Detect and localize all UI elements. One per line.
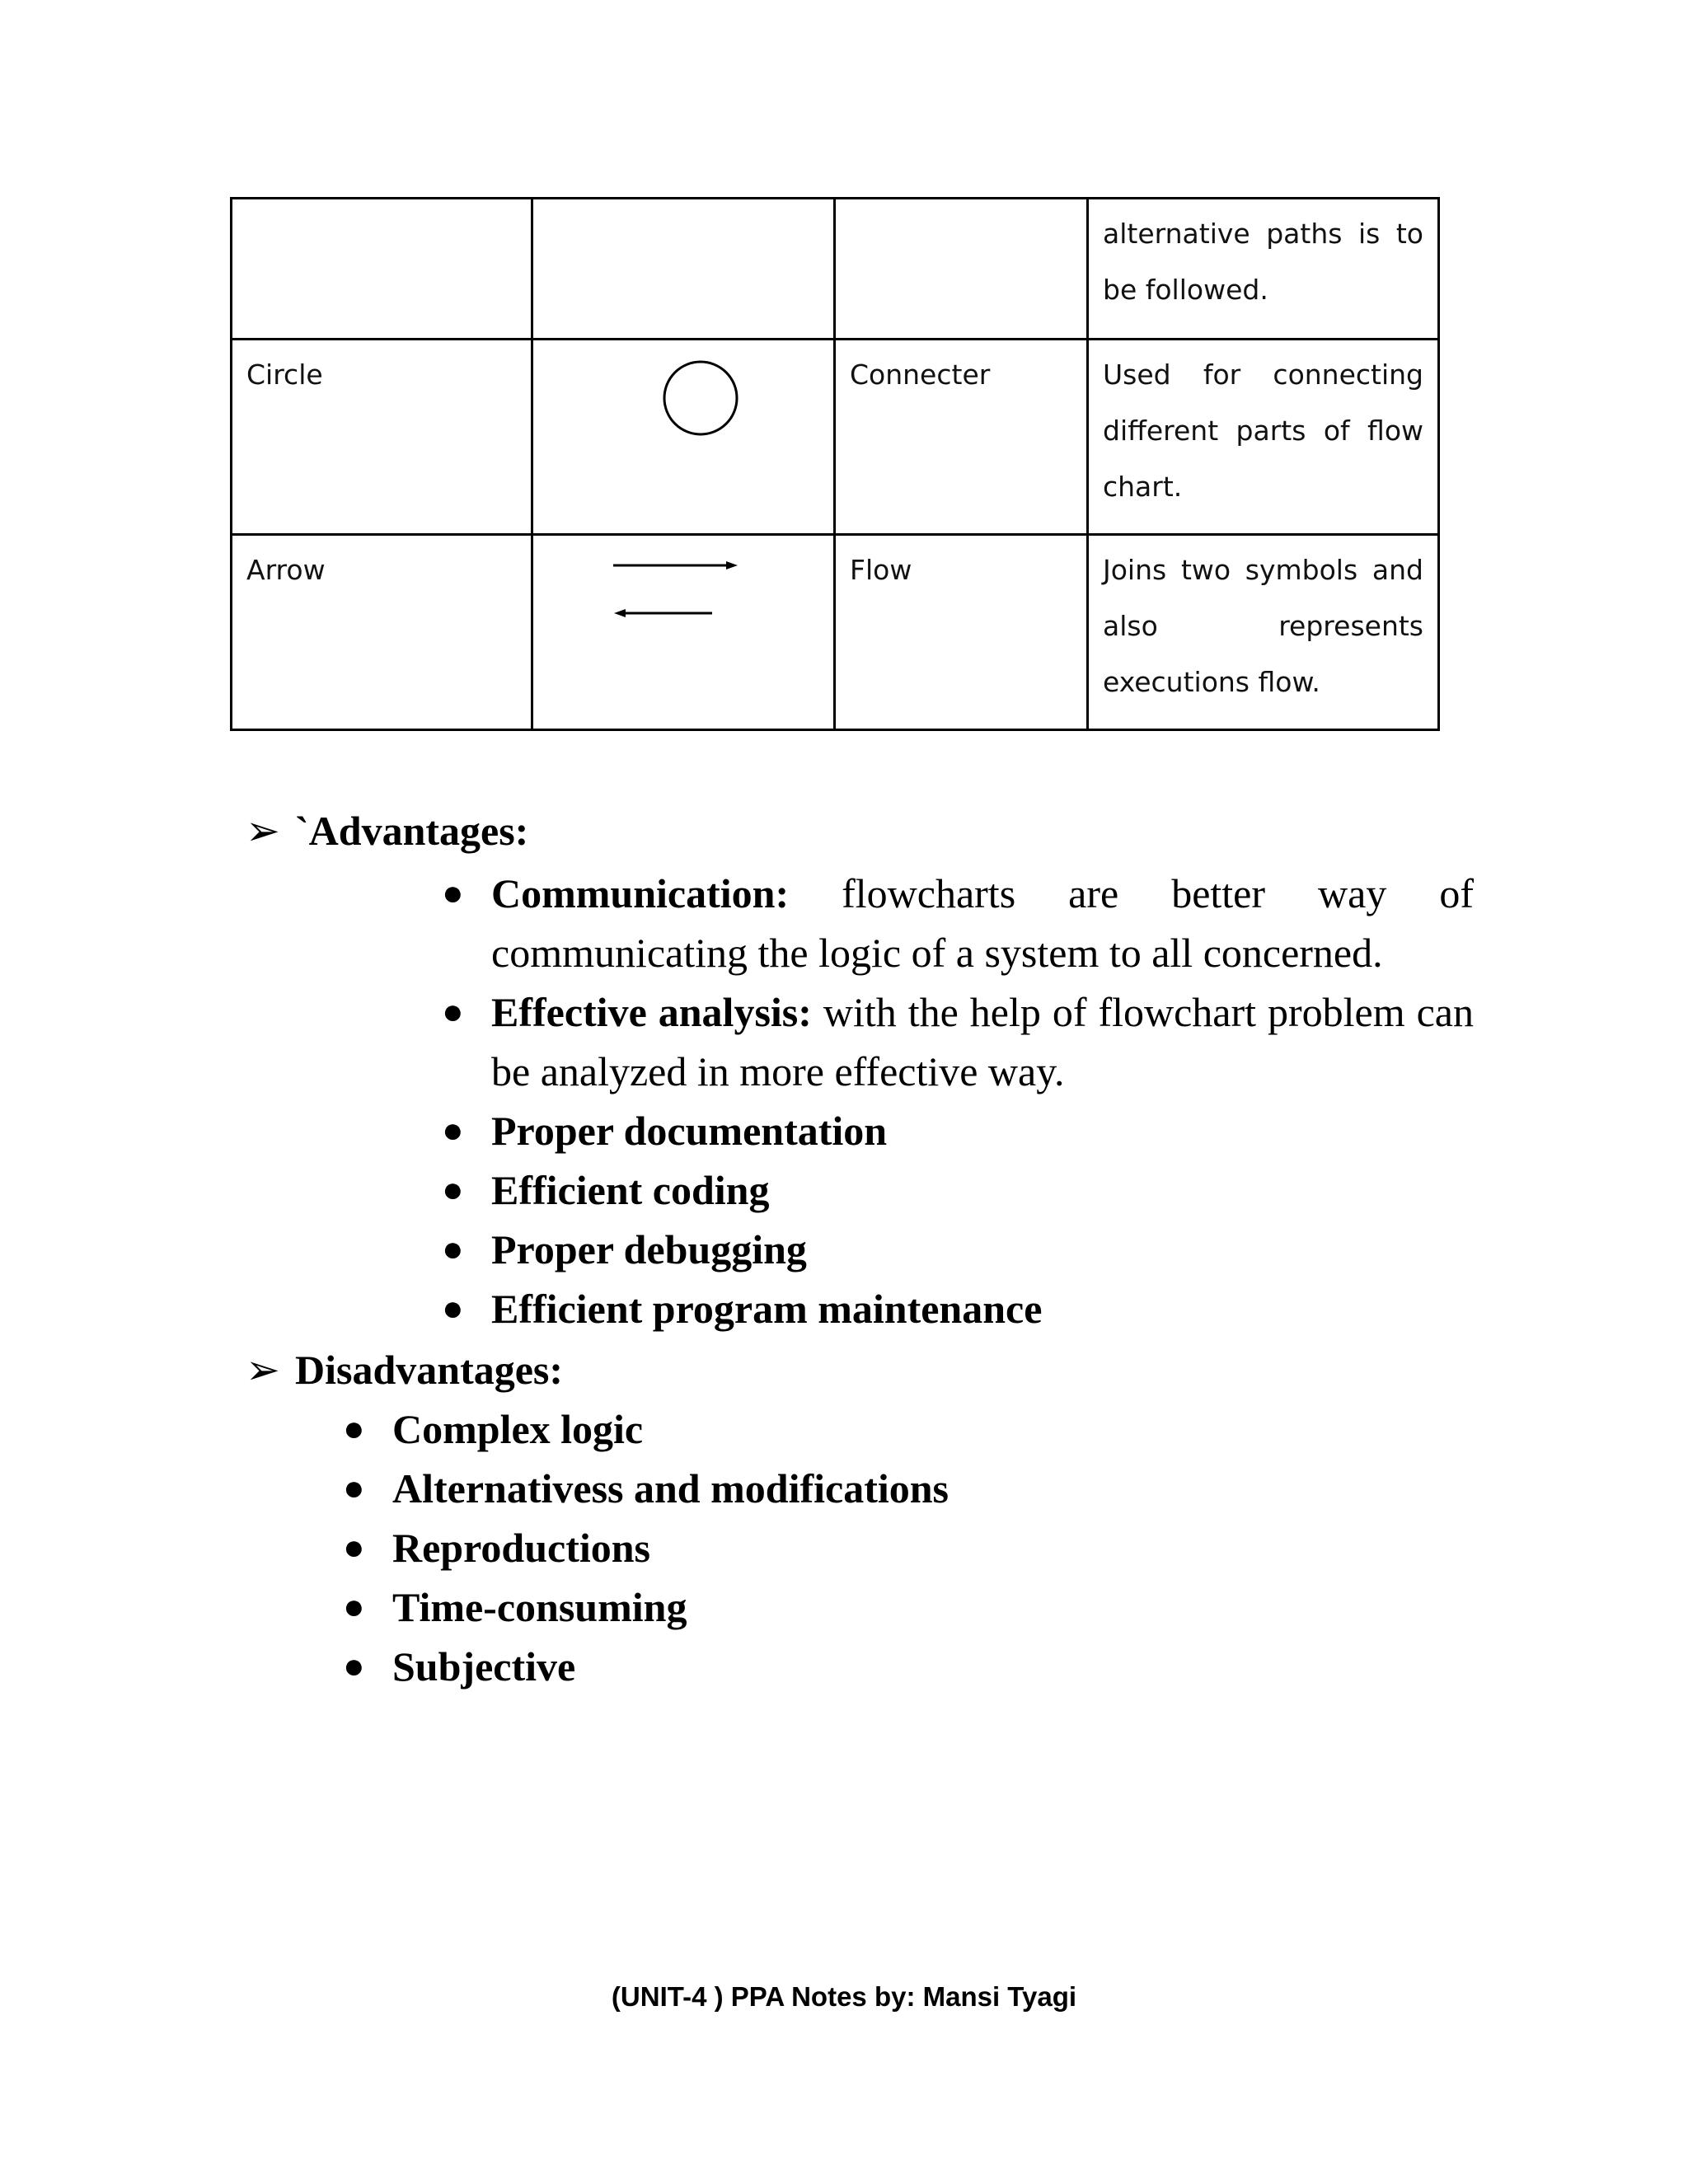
- disadvantages-heading: [246, 1345, 563, 1394]
- symbol-description-cell: Used for connecting different parts of flow chart.: [1088, 340, 1439, 535]
- list-item: [442, 864, 1474, 982]
- list-item-term: Time-consuming: [392, 1584, 687, 1630]
- list-item: [343, 1518, 1423, 1577]
- list-item: [343, 1637, 1423, 1696]
- symbol-name-cell: Circle: [232, 340, 532, 535]
- bullet-icon: ●: [442, 1229, 464, 1269]
- circle-icon: [533, 340, 836, 533]
- list-item-term: Effective analysis:: [491, 989, 812, 1035]
- bullet-icon: ●: [343, 1586, 365, 1627]
- list-item: [343, 1399, 1423, 1459]
- symbol-cell: [532, 535, 835, 730]
- list-item-text: flowcharts are better way of communicating the logic of a system to all concerned.: [491, 870, 1474, 976]
- list-item-term: Communication:: [491, 870, 790, 916]
- symbol-name-cell: [232, 199, 532, 340]
- list-item: [442, 1220, 1474, 1279]
- list-item-text: with the help of flowchart problem can be analyzed in more effective way.: [491, 989, 1474, 1094]
- symbol-cell: [532, 340, 835, 535]
- list-item: [442, 1160, 1474, 1220]
- bullet-icon: ●: [343, 1646, 365, 1686]
- disadvantages-list: [343, 1399, 1423, 1696]
- list-item: [343, 1459, 1423, 1518]
- list-item: [343, 1577, 1423, 1637]
- arrow-bullet-icon: ➢: [246, 808, 280, 854]
- list-item-term: Proper documentation: [491, 1108, 888, 1154]
- bullet-icon: ●: [442, 1110, 464, 1151]
- bullet-icon: ●: [442, 873, 464, 913]
- bullet-icon: ●: [442, 1169, 464, 1210]
- page-footer: (UNIT-4 ) PPA Notes by: Mansi Tyagi: [611, 1981, 1077, 2012]
- list-item-term: Alternativess and modifications: [392, 1465, 949, 1511]
- list-item-term: Complex logic: [392, 1406, 644, 1452]
- flowchart-symbols-table: [230, 197, 1440, 731]
- list-item-term: Efficient program maintenance: [491, 1286, 1043, 1332]
- list-item-term: Proper debugging: [491, 1226, 807, 1272]
- symbol-description-cell: alternative paths is to be followed.: [1088, 199, 1439, 340]
- list-item-term: Subjective: [392, 1643, 576, 1690]
- bullet-icon: ●: [343, 1468, 365, 1508]
- arrow-icon: [533, 536, 836, 729]
- list-item-term: Reproductions: [392, 1525, 651, 1571]
- symbol-name-cell: Arrow: [232, 535, 532, 730]
- bullet-icon: ●: [442, 991, 464, 1032]
- bullet-icon: ●: [343, 1527, 365, 1568]
- symbol-label-cell: Connecter: [835, 340, 1088, 535]
- list-item: [442, 982, 1474, 1101]
- advantages-list: [442, 864, 1474, 1338]
- table-row: [232, 199, 1439, 340]
- advantages-heading-text: `Advantages:: [295, 808, 529, 854]
- list-item-term: Efficient coding: [491, 1167, 770, 1213]
- bullet-icon: ●: [343, 1408, 365, 1449]
- list-item: [442, 1101, 1474, 1160]
- advantages-heading: [246, 806, 528, 855]
- symbol-label-cell: Flow: [835, 535, 1088, 730]
- symbol-label-cell: [835, 199, 1088, 340]
- list-item: [442, 1279, 1474, 1338]
- symbol-description-cell: Joins two symbols and also represents executions flow.: [1088, 535, 1439, 730]
- disadvantages-heading-text: Disadvantages:: [295, 1347, 564, 1393]
- arrow-bullet-icon: ➢: [246, 1347, 280, 1393]
- table-row: [232, 535, 1439, 730]
- bullet-icon: ●: [442, 1288, 464, 1329]
- symbol-cell: [532, 199, 835, 340]
- table-row: [232, 340, 1439, 535]
